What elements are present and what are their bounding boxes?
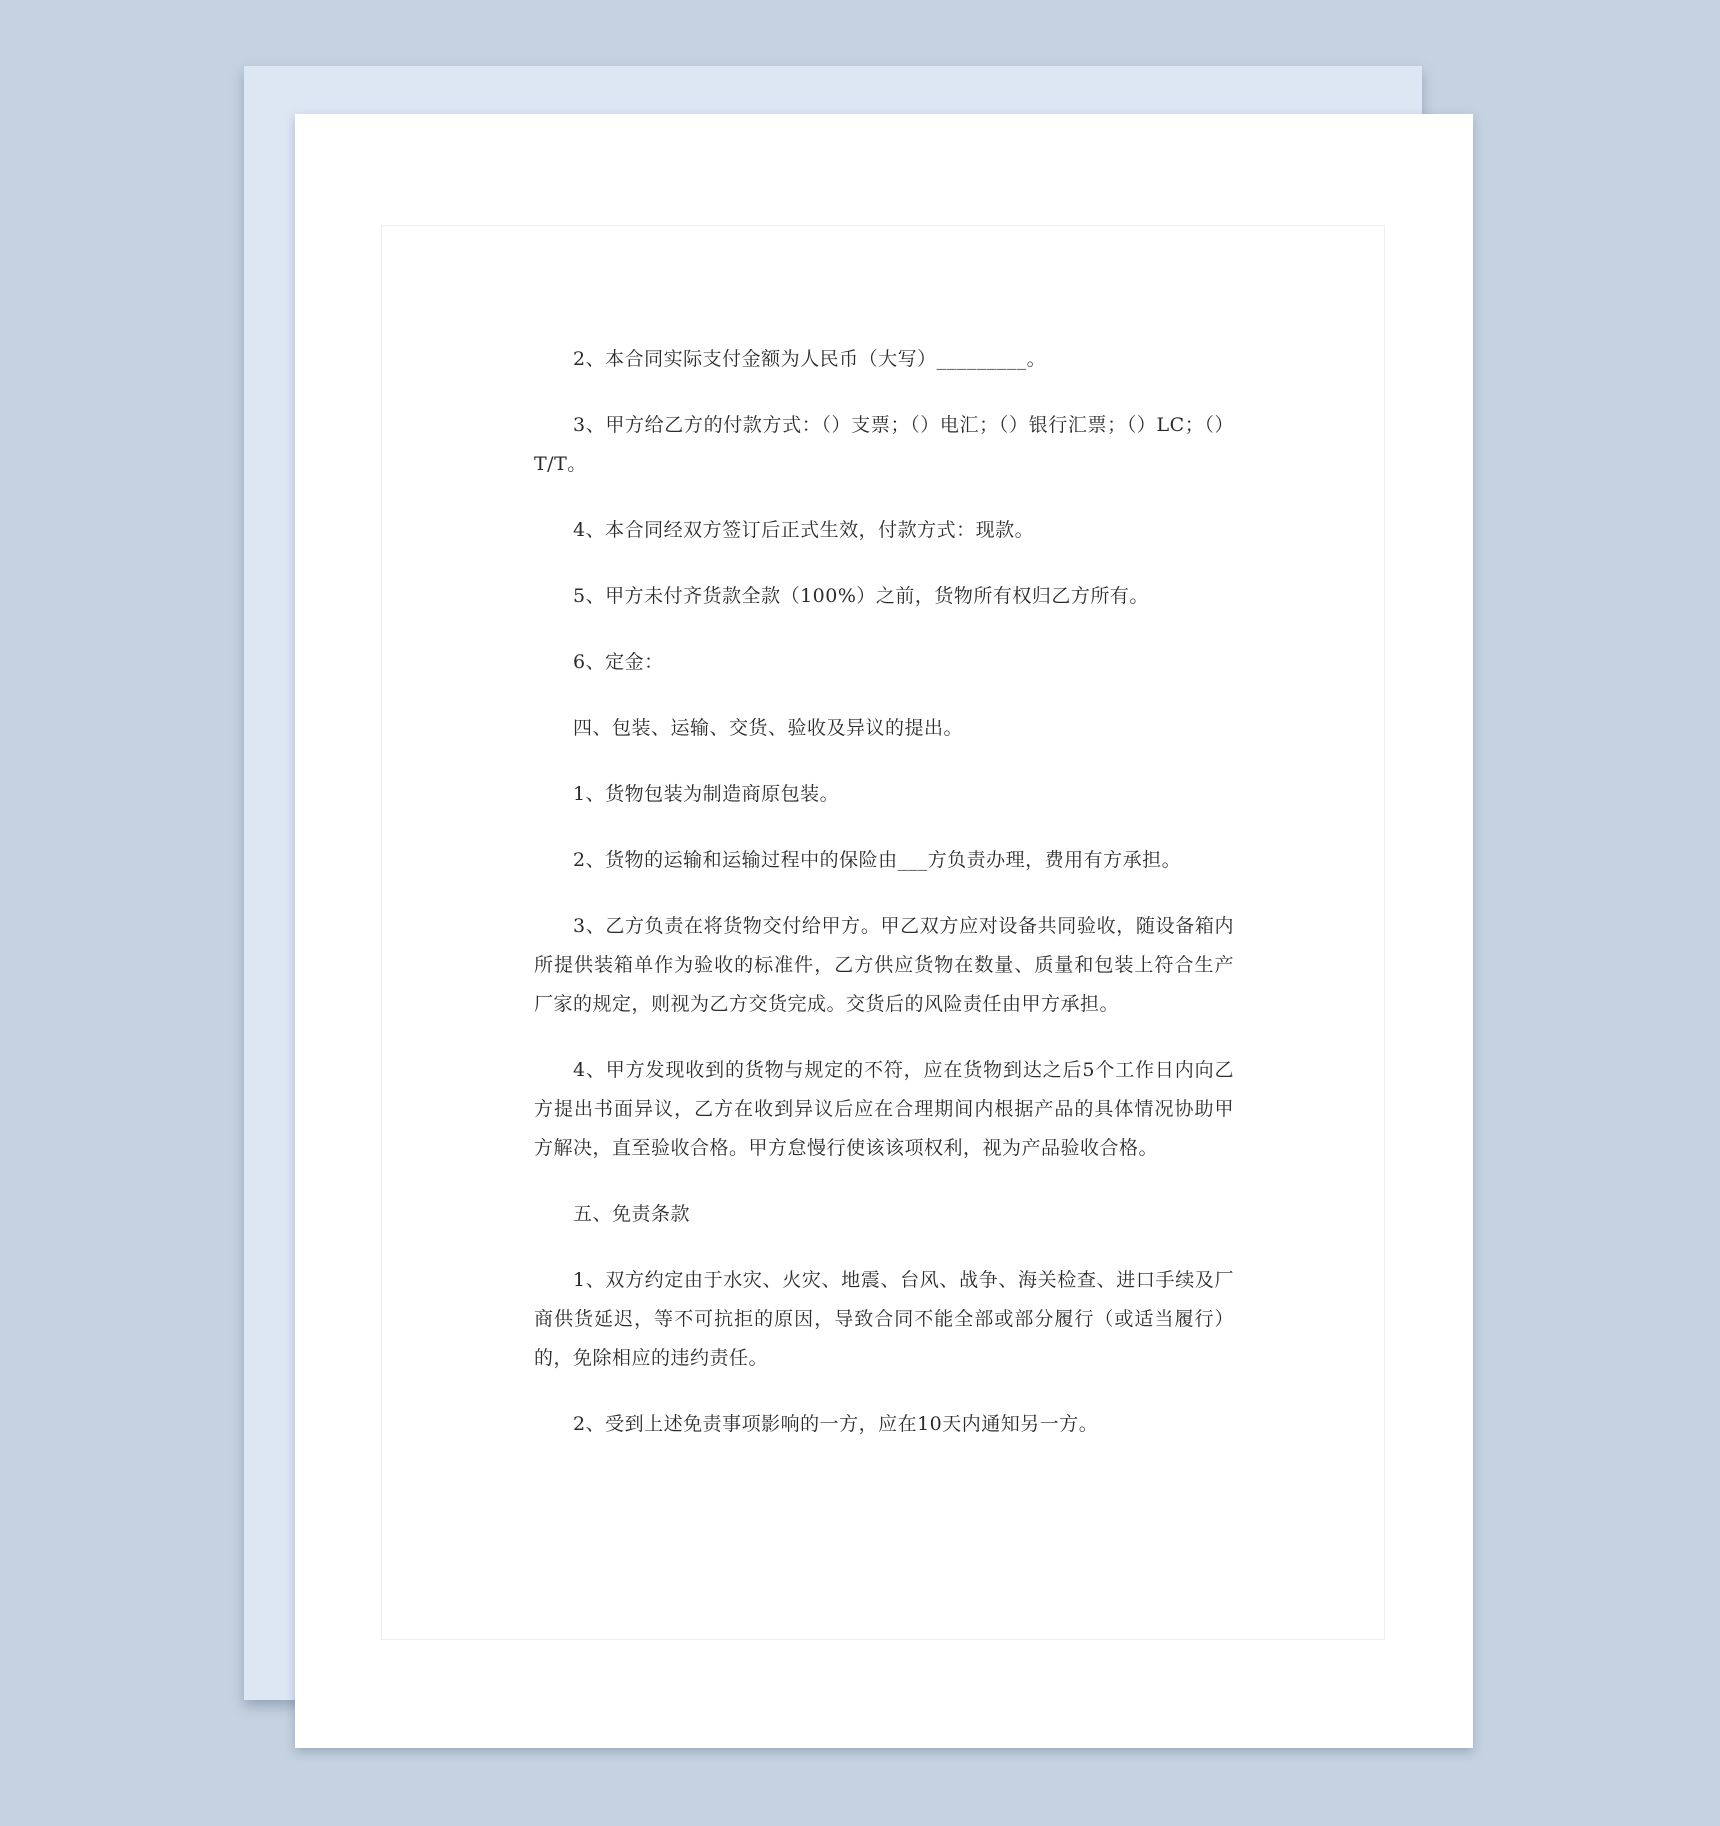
paragraph-delivery: 3、乙方负责在将货物交付给甲方。甲乙双方应对设备共同验收，随设备箱内所提供装箱单作为验收的标准件，乙方供应货物在数量、质量和包装上符合生产厂家的规定，则视为乙方交货完成。交货后的风险责任由甲方承担。 (534, 915, 1234, 1015)
document-page (295, 114, 1473, 1748)
paragraph-deposit: 6、定金： (573, 651, 664, 673)
paragraph-ownership: 5、甲方未付齐货款全款（100%）之前，货物所有权归乙方所有。 (573, 585, 1149, 607)
paragraph-payment-method: 3、甲方给乙方的付款方式：（）支票；（）电汇；（）银行汇票；（）LC；（）T/T。 (534, 414, 1234, 475)
paragraph-force-majeure: 1、双方约定由于水灾、火灾、地震、台风、战争、海关检查、进口手续及厂商供货延迟，等不可抗拒的原因，导致合同不能全部或部分履行（或适当履行）的，免除相应的违约责任。 (534, 1269, 1234, 1369)
paragraph-transport: 2、货物的运输和运输过程中的保险由___方负责办理，费用有方承担。 (573, 849, 1182, 871)
section-heading-exemption: 五、免责条款 (573, 1203, 691, 1225)
paragraph-payment-amount: 2、本合同实际支付金额为人民币（大写）_________。 (573, 348, 1047, 370)
section-heading-packaging: 四、包装、运输、交货、验收及异议的提出。 (573, 717, 964, 739)
paragraph-notification: 2、受到上述免责事项影响的一方，应在10天内通知另一方。 (573, 1413, 1099, 1435)
paragraph-objection: 4、甲方发现收到的货物与规定的不符，应在货物到达之后5个工作日内向乙方提出书面异议，乙方在收到异议后应在合理期间内根据产品的具体情况协助甲方解决，直至验收合格。甲方怠慢行使该该项权利，视为产品验收合格。 (534, 1059, 1234, 1159)
document-body (534, 340, 1234, 1471)
paragraph-effective: 4、本合同经双方签订后正式生效，付款方式：现款。 (573, 519, 1035, 541)
paragraph-packaging: 1、货物包装为制造商原包装。 (573, 783, 840, 805)
